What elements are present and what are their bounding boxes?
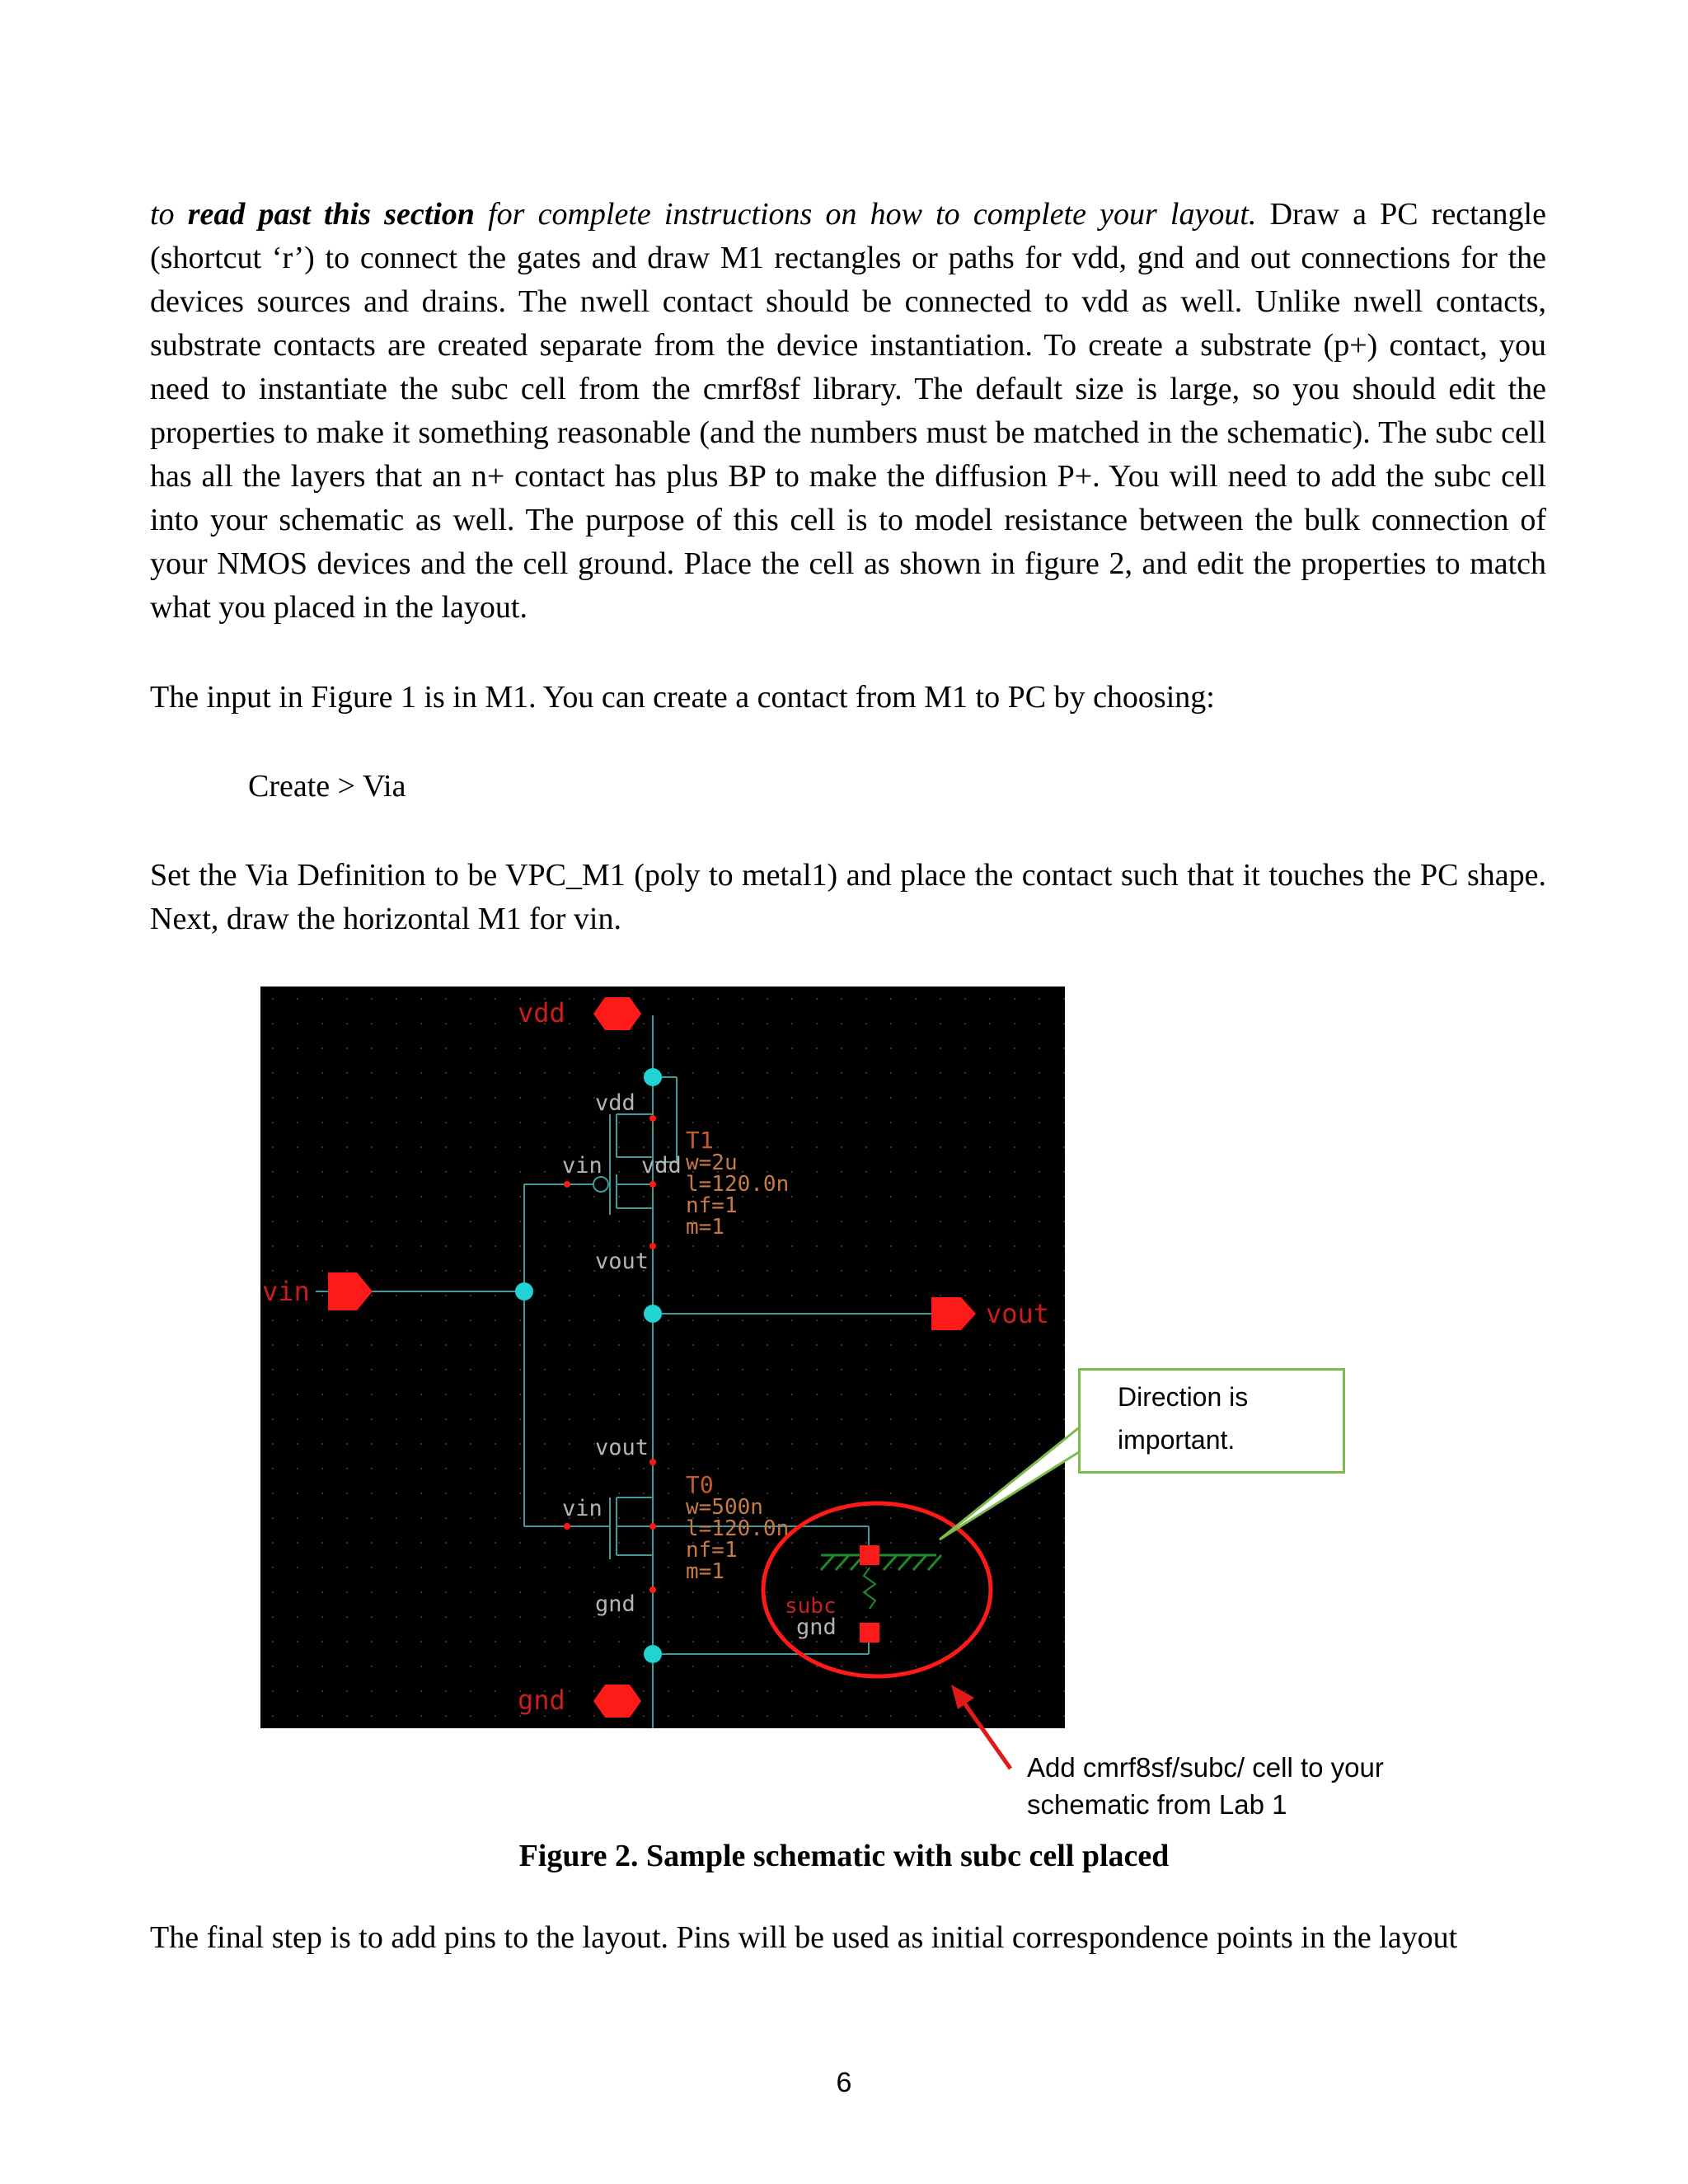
vout-pin-label: vout bbox=[986, 1298, 1050, 1329]
t1-width: w=2u bbox=[686, 1151, 738, 1175]
gnd-pin-label: gnd bbox=[518, 1685, 565, 1716]
instruction-italic-c: for complete instructions on how to complete your layout. bbox=[474, 197, 1257, 232]
t1-name: T1 bbox=[686, 1127, 714, 1154]
instruction-bold: read past this section bbox=[187, 197, 475, 232]
t0-source-label: gnd bbox=[595, 1591, 635, 1617]
t1-nf: nf=1 bbox=[686, 1193, 738, 1218]
t1-length: l=120.0n bbox=[686, 1172, 790, 1197]
t1-m: m=1 bbox=[686, 1215, 724, 1240]
t1-drain-label: vout bbox=[595, 1249, 649, 1274]
callout-pointer bbox=[940, 1426, 1081, 1540]
body-paragraph-2: The input in Figure 1 is in M1. You can create a contact from M1 to PC by choosing: bbox=[150, 680, 1215, 715]
t0-gate-label: vin bbox=[562, 1496, 603, 1521]
t0-width: w=500n bbox=[686, 1495, 763, 1520]
t1-bulk-label: vdd bbox=[641, 1153, 682, 1179]
t0-name: T0 bbox=[686, 1471, 714, 1498]
t0-length: l=120.0n bbox=[686, 1516, 790, 1541]
body-paragraph-3: Set the Via Definition to be VPC_M1 (poly to metal1) and place the contact such that it touches the PC shape. Next, draw the horizontal M1 for vin. bbox=[150, 858, 1546, 936]
vdd-pin-label: vdd bbox=[518, 997, 565, 1029]
vin-pin-label: vin bbox=[262, 1276, 310, 1307]
callout-box bbox=[1078, 1368, 1345, 1474]
figure-note bbox=[1027, 1749, 1384, 1823]
figure-caption: Figure 2. Sample schematic with subc cell placed bbox=[518, 1839, 1170, 1873]
t0-m: m=1 bbox=[686, 1559, 724, 1584]
paragraph-1-text: Draw a PC rectangle (shortcut ‘r’) to connect the gates and draw M1 rectangles or paths for vdd, gnd and out connections for the devices sources and drains. The nwell contact should be connected to vdd as well. Unlike nwell contacts, substrate contacts are created separate from the device instantiation. To create a substrate (p+) contact, you need to instantiate the subc cell from the cmrf8sf library. The default size is large, so you should edit the properties to make it something reasonable (and the numbers must be matched in the schematic). The subc cell has all the layers that an n+ contact has plus BP to make the diffusion P+. You will need to add the subc cell into your schematic as well. The purpose of this cell is to model resistance between the bulk connection of your NMOS devices and the cell ground. Place the cell as shown in figure 2, and edit the properties to match what you placed in the layout. bbox=[150, 197, 1546, 625]
t1-gate-label: vin bbox=[562, 1153, 603, 1179]
subc-label: subc bbox=[785, 1594, 837, 1619]
callout-text: Direction is important. bbox=[1118, 1382, 1249, 1455]
page-number: 6 bbox=[836, 2067, 852, 2098]
t1-source-label: vdd bbox=[595, 1090, 635, 1116]
red-arrow-icon bbox=[959, 1696, 1010, 1769]
note-line-2: schematic from Lab 1 bbox=[1027, 1789, 1287, 1820]
menu-path: Create > Via bbox=[248, 769, 406, 804]
note-line-1: Add cmrf8sf/subc/ cell to your bbox=[1027, 1752, 1384, 1783]
body-paragraph-4: The final step is to add pins to the layout. Pins will be used as initial correspondence points in the layout bbox=[150, 1920, 1458, 1955]
t0-nf: nf=1 bbox=[686, 1538, 738, 1563]
subc-gnd-label: gnd bbox=[796, 1615, 837, 1640]
t0-drain-label: vout bbox=[595, 1435, 649, 1460]
instruction-italic-a: to bbox=[150, 197, 188, 232]
